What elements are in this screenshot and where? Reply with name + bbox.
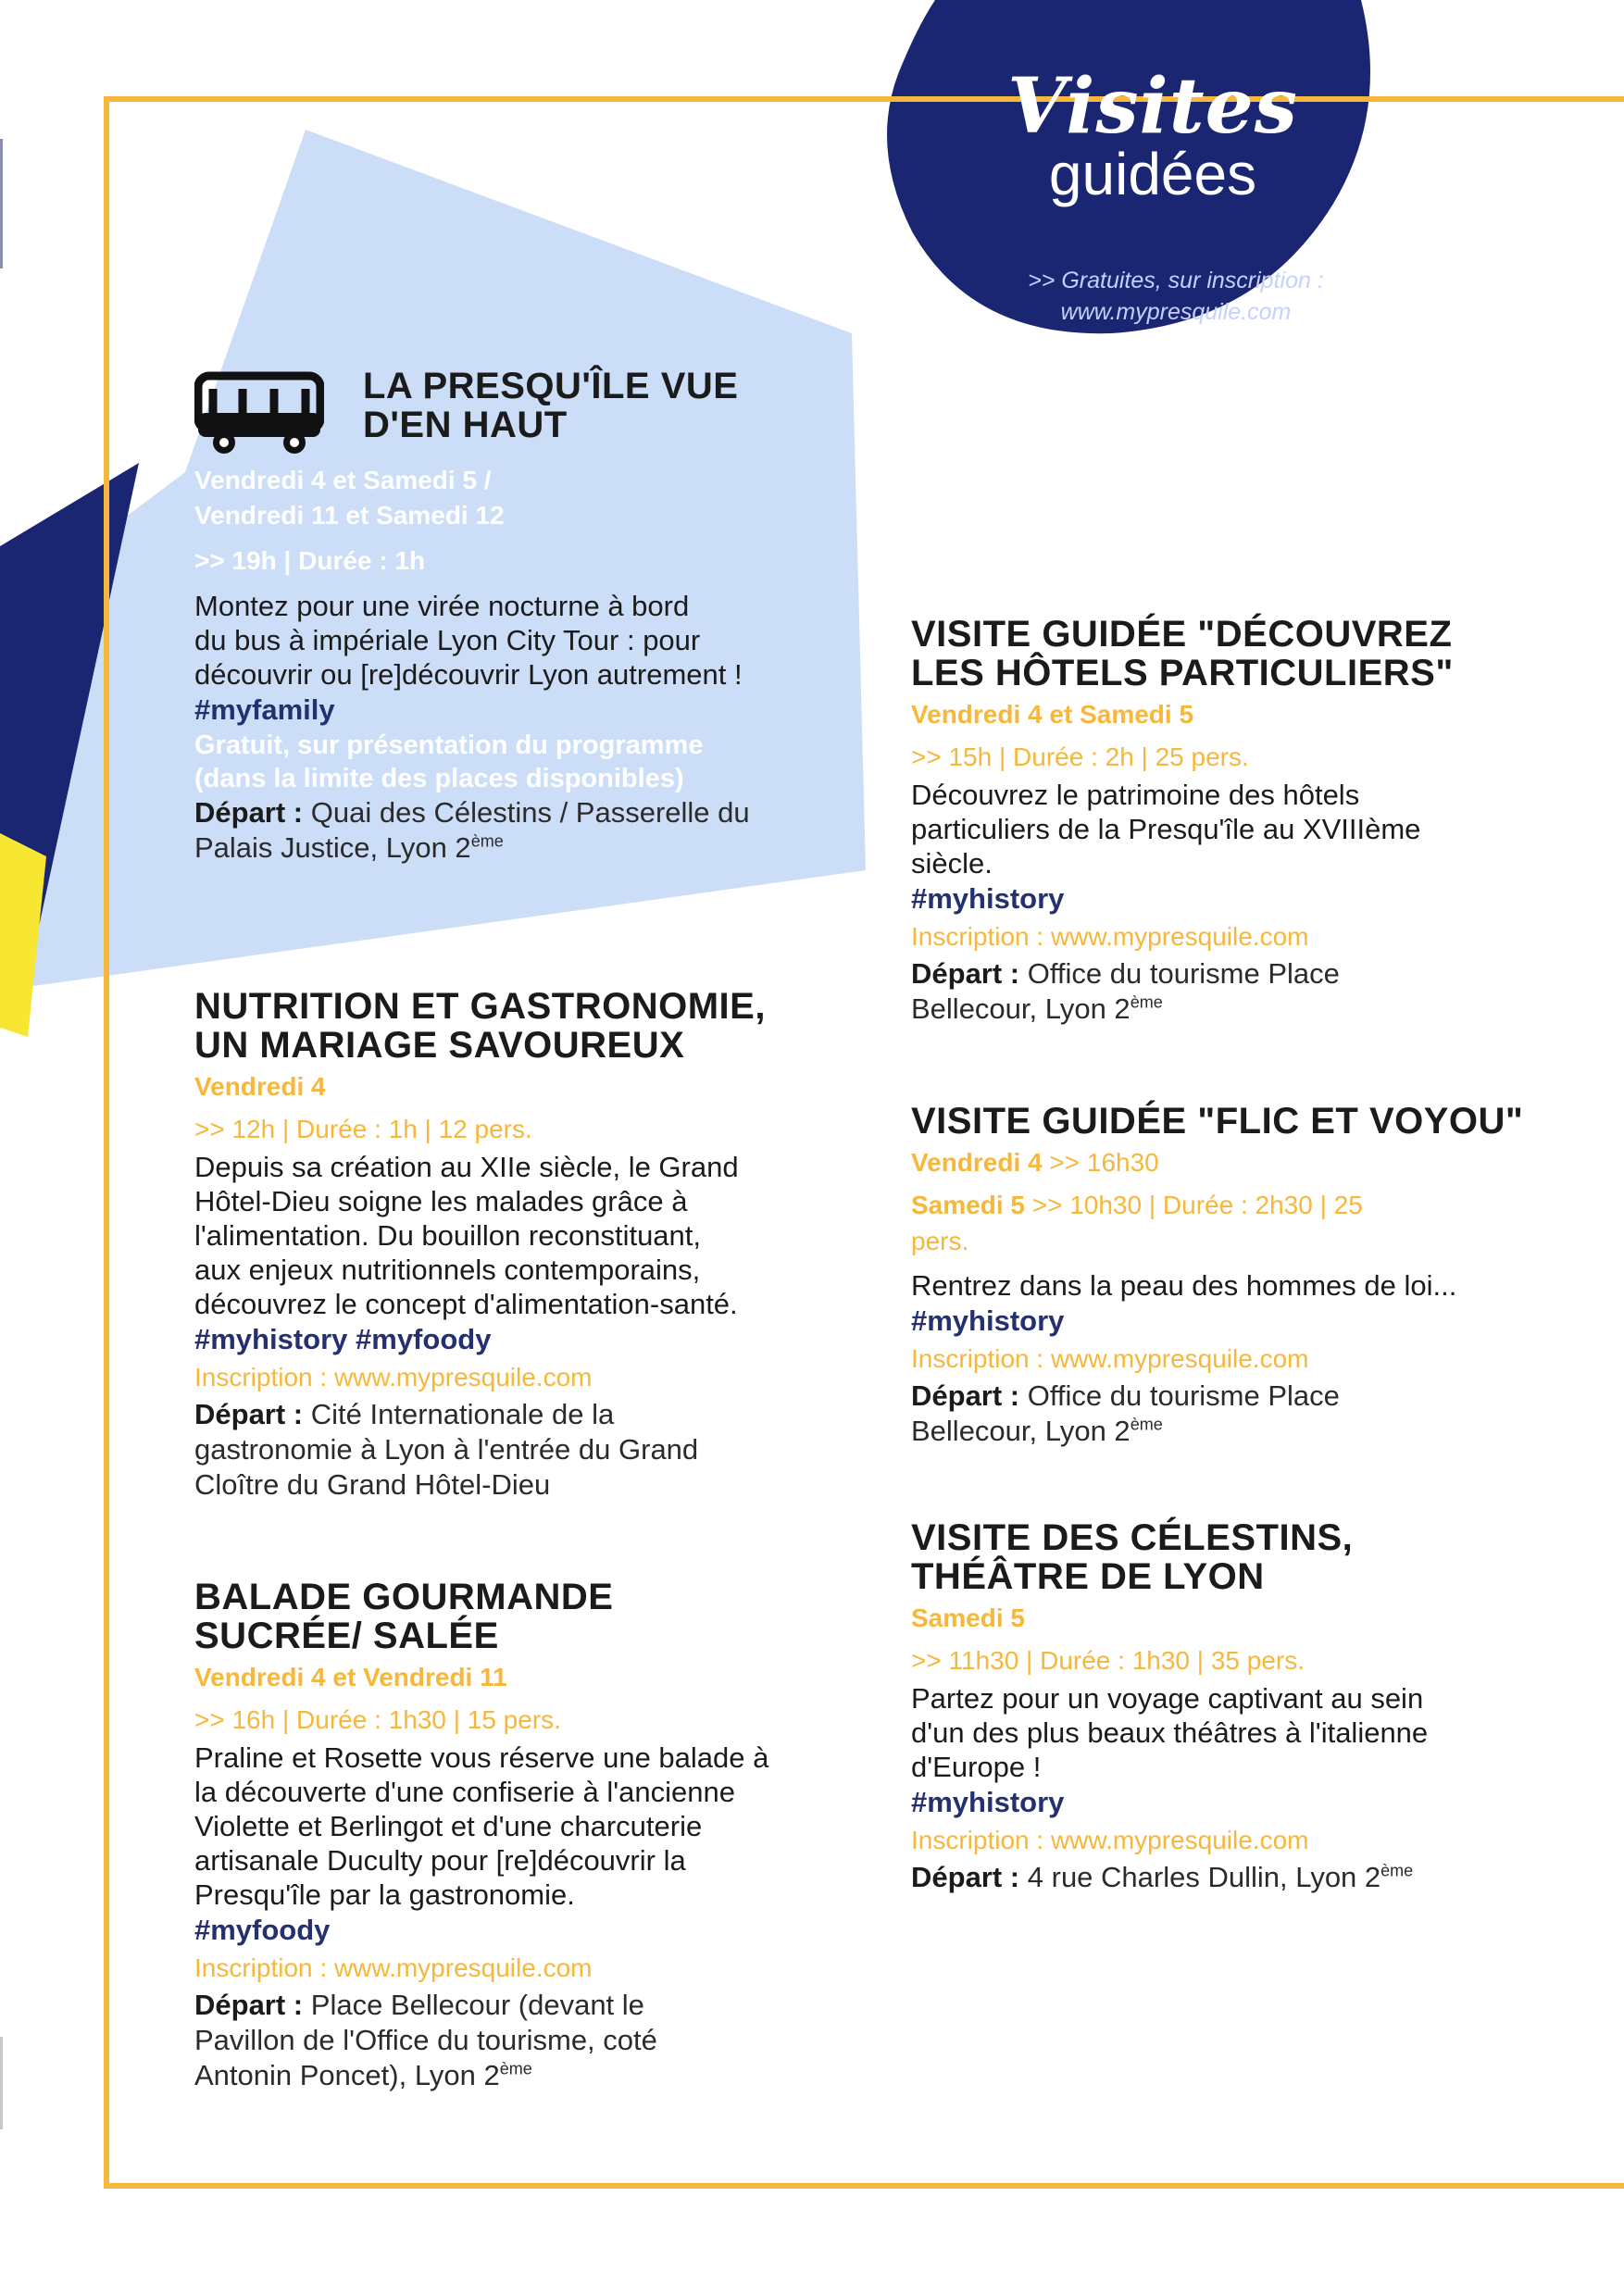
event-description: Depuis sa création au XIIe siècle, le Grand <box>194 1151 739 1183</box>
event-hashtags: #myhistory <box>911 1304 1065 1337</box>
ordinal-suffix: ème <box>470 831 504 851</box>
event-date: Vendredi 4 <box>911 1148 1043 1177</box>
event-date: Vendredi 11 et Samedi 12 <box>194 501 505 530</box>
event-presquile-vue <box>194 463 861 866</box>
departure-label: Départ : <box>911 1379 1020 1412</box>
event-hashtags: #myfoody <box>194 1914 331 1946</box>
event-departure <box>194 830 861 866</box>
departure-text: Bellecour, Lyon 2 <box>911 992 1131 1025</box>
event-schedule-b <box>911 1185 1587 1226</box>
event-note: (dans la limite des places disponibles) <box>194 764 684 793</box>
event-departure <box>911 1860 1578 1895</box>
event-date: Samedi 5 <box>911 1603 1025 1632</box>
event-description: d'Europe ! <box>911 1751 1042 1783</box>
event-date: Samedi 5 <box>911 1191 1025 1219</box>
departure-text: Quai des Célestins / Passerelle du <box>310 796 750 829</box>
event-title: VISITE GUIDÉE "FLIC ET VOYOU" <box>911 1101 1524 1142</box>
section-title-script: Visites <box>1007 62 1298 151</box>
event-description: particuliers de la Presqu'île au XVIIIème <box>911 813 1421 845</box>
event-description: Montez pour une virée nocturne à bord <box>194 590 690 622</box>
event-departure <box>911 956 1578 992</box>
section-title <box>981 62 1324 207</box>
event-title: LES HÔTELS PARTICULIERS" <box>911 653 1454 693</box>
event-date: Vendredi 4 et Vendredi 11 <box>194 1663 507 1691</box>
event-departure: Cloître du Grand Hôtel-Dieu <box>194 1468 551 1501</box>
section-title-main: guidées <box>1048 141 1257 207</box>
event-flic-et-voyou <box>911 1102 1587 1449</box>
ordinal-suffix: ème <box>1380 1861 1414 1880</box>
event-note: Gratuit, sur présentation du programme <box>194 730 704 760</box>
event-title: VISITE DES CÉLESTINS, <box>911 1517 1354 1558</box>
section-subtitle <box>991 265 1361 328</box>
binding-mark-bottom <box>0 2037 3 2129</box>
event-title: UN MARIAGE SAVOUREUX <box>194 1025 685 1066</box>
departure-label: Départ : <box>911 957 1020 990</box>
departure-text: Office du tourisme Place <box>1027 1379 1340 1412</box>
departure-text: Antonin Poncet), Lyon 2 <box>194 2059 500 2091</box>
event-description: Presqu'île par la gastronomie. <box>194 1878 575 1911</box>
event-time: >> 11h30 | Durée : 1h30 | 35 pers. <box>911 1646 1305 1675</box>
event-departure <box>911 1414 1587 1449</box>
subtitle-url: www.mypresquile.com <box>1060 299 1292 325</box>
ordinal-suffix: ème <box>499 2059 532 2078</box>
event-schedule-a <box>911 1141 1587 1185</box>
event-hashtags: #myhistory #myfoody <box>194 1323 492 1355</box>
event-inscription: Inscription : www.mypresquile.com <box>911 922 1309 951</box>
bus-icon <box>194 370 324 455</box>
event-description: siècle. <box>911 847 993 880</box>
event-title: VISITE GUIDÉE "DÉCOUVREZ <box>911 614 1453 655</box>
departure-text: Office du tourisme Place <box>1027 957 1340 990</box>
event-departure <box>911 992 1578 1027</box>
event-departure: gastronomie à Lyon à l'entrée du Grand <box>194 1433 699 1466</box>
event-time: >> 15h | Durée : 2h | 25 pers. <box>911 742 1249 771</box>
event-description: Violette et Berlingot et d'une charcuterie <box>194 1810 703 1842</box>
departure-label: Départ : <box>194 796 304 829</box>
event-description: d'un des plus beaux théâtres à l'italienne <box>911 1716 1429 1749</box>
event-hashtags: #myhistory <box>911 882 1065 915</box>
departure-text: Palais Justice, Lyon 2 <box>194 831 471 864</box>
event-title: BALADE GOURMANDE <box>194 1577 614 1617</box>
event-hotels-particuliers <box>911 615 1578 1027</box>
ordinal-suffix: ème <box>1130 992 1163 1012</box>
event-description: Rentrez dans la peau des hommes de loi... <box>911 1269 1457 1302</box>
event-inscription: Inscription : www.mypresquile.com <box>194 1363 593 1391</box>
event-departure <box>194 2058 861 2093</box>
event-description: la découverte d'une confiserie à l'ancienne <box>194 1776 736 1808</box>
departure-label: Départ : <box>194 1989 304 2021</box>
event-date: Vendredi 4 et Samedi 5 <box>911 700 1194 729</box>
ordinal-suffix: ème <box>1130 1415 1163 1434</box>
event-title: THÉÂTRE DE LYON <box>911 1556 1265 1597</box>
event-time: >> 16h | Durée : 1h30 | 15 pers. <box>194 1705 561 1734</box>
event-time: >> 10h30 | Durée : 2h30 | 25 <box>1024 1191 1363 1219</box>
event-celestins <box>911 1518 1578 1895</box>
event-description: Découvrez le patrimoine des hôtels <box>911 779 1360 811</box>
event-nutrition <box>194 987 861 1503</box>
event-time: >> 12h | Durée : 1h | 12 pers. <box>194 1115 532 1143</box>
departure-label: Départ : <box>911 1861 1020 1893</box>
event-date: Vendredi 4 et Samedi 5 / <box>194 466 492 494</box>
event-inscription: Inscription : www.mypresquile.com <box>911 1826 1309 1854</box>
event-description: aux enjeux nutritionnels contemporains, <box>194 1254 701 1286</box>
event-balade-gourmande <box>194 1578 861 2093</box>
binding-mark <box>0 139 3 268</box>
event-title: SUCRÉE/ SALÉE <box>194 1616 499 1656</box>
event-time: pers. <box>911 1227 969 1255</box>
event-departure <box>194 1397 861 1432</box>
event-hashtags: #myhistory <box>911 1786 1065 1818</box>
event-title: NUTRITION ET GASTRONOMIE, <box>194 986 766 1027</box>
event-description: du bus à impériale Lyon City Tour : pour <box>194 624 701 656</box>
event-inscription: Inscription : www.mypresquile.com <box>911 1344 1309 1373</box>
departure-text: Bellecour, Lyon 2 <box>911 1415 1131 1447</box>
event-description: Praline et Rosette vous réserve une balade à <box>194 1741 769 1774</box>
departure-text: Cité Internationale de la <box>310 1398 615 1430</box>
event-title: D'EN HAUT <box>363 405 568 445</box>
event-presquile-vue-heading <box>363 367 844 444</box>
event-inscription: Inscription : www.mypresquile.com <box>194 1953 593 1982</box>
event-time: >> 16h30 <box>1042 1148 1159 1177</box>
event-description: artisanale Duculty pour [re]découvrir la <box>194 1844 686 1877</box>
event-description: découvrez le concept d'alimentation-santé. <box>194 1288 738 1320</box>
event-date: Vendredi 4 <box>194 1072 326 1101</box>
event-hashtags: #myfamily <box>194 693 335 726</box>
event-title: LA PRESQU'ÎLE VUE <box>363 366 739 406</box>
event-description: l'alimentation. Du bouillon reconstituant, <box>194 1219 702 1252</box>
event-departure <box>194 795 861 830</box>
event-description: Partez pour un voyage captivant au sein <box>911 1682 1424 1715</box>
subtitle-line-1: >> Gratuites, sur inscription : <box>1028 268 1324 293</box>
event-departure <box>911 1379 1587 1414</box>
event-time: >> 19h | Durée : 1h <box>194 546 426 575</box>
departure-label: Départ : <box>194 1398 304 1430</box>
departure-text: Place Bellecour (devant le <box>310 1989 644 2021</box>
event-description: Hôtel-Dieu soigne les malades grâce à <box>194 1185 688 1217</box>
event-departure: Pavillon de l'Office du tourisme, coté <box>194 2024 657 2056</box>
event-description: découvrir ou [re]découvrir Lyon autrement ! <box>194 658 743 691</box>
event-departure <box>194 1988 861 2023</box>
departure-text: 4 rue Charles Dullin, Lyon 2 <box>1027 1861 1381 1893</box>
